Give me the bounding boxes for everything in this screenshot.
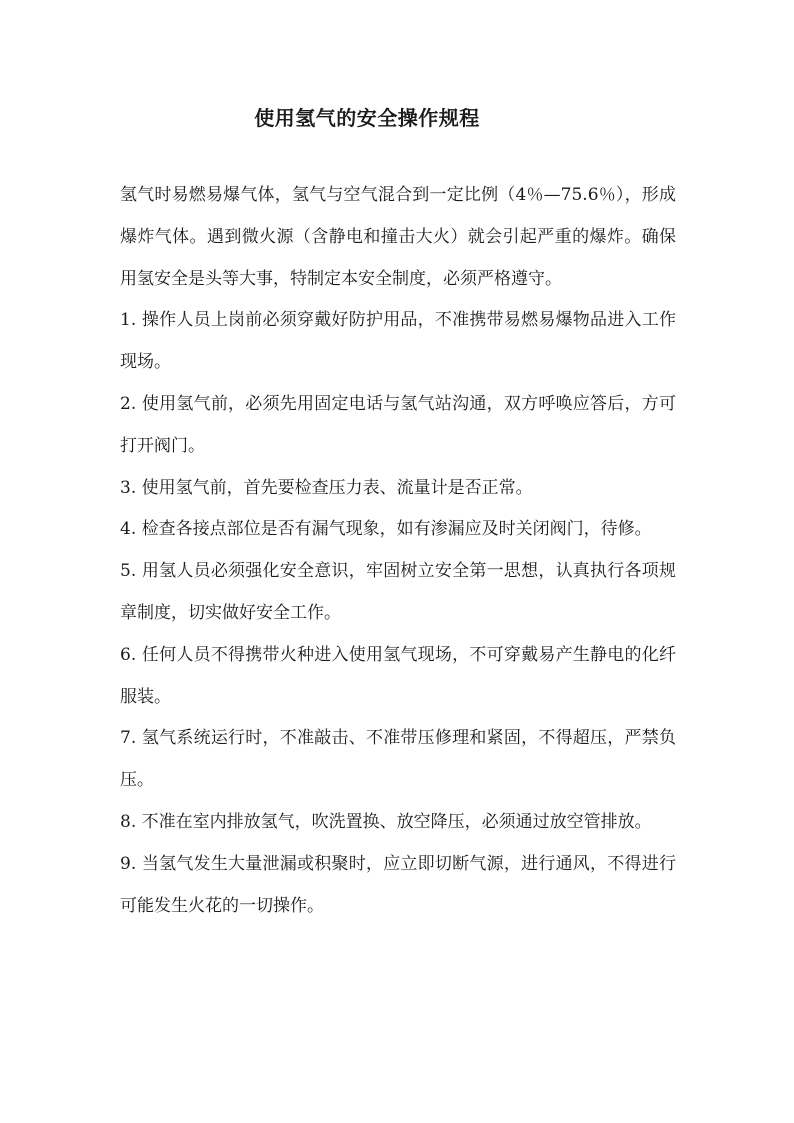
rule-item-7: 7. 氢气系统运行时，不准敲击、不准带压修理和紧固，不得超压，严禁负压。 [120, 728, 676, 791]
rule-item-9: 9. 当氢气发生大量泄漏或积聚时，应立即切断气源，进行通风，不得进行可能发生火花的一切操作。 [120, 853, 676, 916]
rule-item-3: 3. 使用氢气前，首先要检查压力表、流量计是否正常。 [120, 477, 533, 498]
intro-paragraph: 氢气时易燃易爆气体，氢气与空气混合到一定比例（4％—75.6％），形成爆炸气体。遇到微火源（含静电和撞击大火）就会引起严重的爆炸。确保用氢安全是头等大事，特制定本安全制度，必须严格遵守。 [120, 185, 676, 289]
document-body [120, 175, 676, 927]
rule-item-8: 8. 不准在室内排放氢气，吹洗置换、放空降压，必须通过放空管排放。 [120, 811, 652, 832]
document-title: 使用氢气的安全操作规程 [254, 106, 480, 130]
rule-item-2: 2. 使用氢气前，必须先用固定电话与氢气站沟通，双方呼唤应答后，方可打开阀门。 [120, 393, 676, 456]
rule-item-5: 5. 用氢人员必须强化安全意识，牢固树立安全第一思想，认真执行各项规章制度，切实做好安全工作。 [120, 561, 676, 623]
rule-item-1: 1. 操作人员上岗前必须穿戴好防护用品，不准携带易燃易爆物品进入工作现场。 [120, 310, 676, 373]
rule-item-4: 4. 检查各接点部位是否有漏气现象，如有渗漏应及时关闭阀门，待修。 [120, 519, 652, 540]
rule-item-6: 6. 任何人员不得携带火种进入使用氢气现场，不可穿戴易产生静电的化纤服装。 [120, 644, 676, 707]
